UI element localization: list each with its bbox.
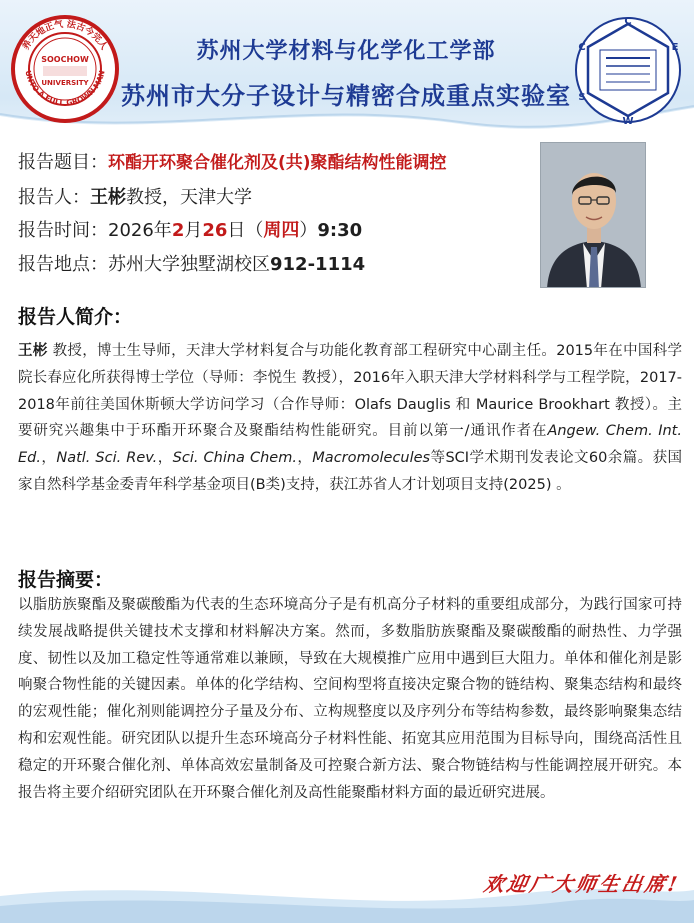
- time-day-suffix: 日（: [227, 220, 264, 241]
- bio-paragraph: [18, 338, 682, 499]
- time-label: 报告时间：: [18, 220, 108, 241]
- college-chemistry-materials-logo-icon: [572, 14, 684, 126]
- logo-letter-top: C: [624, 16, 632, 27]
- welcome-slogan: 欢迎广大师生出席!: [481, 872, 682, 896]
- bio-text-1: 教授，博士生导师，天津大学材料复合与功能化教育部工程研究中心副主任。2015年在中国科学院长春应化所获得博士学位（导师：李悦生 教授），2016年入职天津大学材料科学与工程学院，2017-2018年前往美国休斯顿大学访问学习（合作导师：Olafs Dauglis 和 Maurice Brookhart 教授）。主要研究兴趣集中于环酯开环聚合及聚酯结构性能研究。目前以第一/通讯作者在: [18, 343, 683, 440]
- speaker-row: [18, 183, 252, 209]
- time-year: 2026年: [108, 220, 172, 241]
- time-month-suffix: 月: [184, 220, 203, 241]
- logo-letter-bottom: W: [622, 116, 634, 126]
- time-paren-close: ）: [299, 220, 318, 241]
- report-title-value: 环酯开环聚合催化剂及(共)聚酯结构性能调控: [108, 153, 447, 173]
- abstract-paragraph: 以脂肪族聚酯及聚碳酸酯为代表的生态环境高分子是有机高分子材料的重要组成部分，为践行国家可持续发展战略提供关键技术支撑和材料解决方案。然而，多数脂肪族聚酯及聚碳酸酯的耐热性、力学强度、韧性以及加工稳定性等通常难以兼顾，导致在大规模推广应用中遇到巨大阻力。单体和催化剂是影响聚合物性能的关键因素。单体的化学结构、空间构型将直接决定聚合物的链结构、聚集态结构和最终的宏观性能；催化剂则能调控分子量及分布、立构规整度以及序列分布等结构参数，最终影响聚集态结构和宏观性能。研究团队以提升生态环境高分子材料性能、拓宽其应用范围为目标导向，围绕高活性且稳定的开环聚合催化剂、单体高效宏量制备及可控聚合新方法、聚合物链结构与性能调控展开研究。本报告将主要介绍研究团队在开环聚合催化剂及高性能聚酯材料方面的最近研究进展。: [18, 597, 682, 801]
- bio-sep-1: ，: [40, 450, 57, 467]
- logo-letter-left: C: [578, 42, 586, 53]
- speaker-name: 王彬: [90, 187, 126, 208]
- speaker-portrait-icon: [540, 142, 646, 288]
- report-title-row: [18, 148, 447, 174]
- bio-journal-2: Natl. Sci. Rev.: [56, 450, 158, 467]
- time-weekday: 周四: [263, 220, 300, 241]
- svg-text:UNIVERSITY: UNIVERSITY: [41, 79, 89, 87]
- speaker-label: 报告人：: [18, 187, 90, 208]
- place-label: 报告地点：: [18, 254, 108, 275]
- bio-journal-4: Macromolecules: [312, 450, 431, 467]
- time-clock: 9:30: [317, 220, 363, 241]
- svg-text:SOOCHOW: SOOCHOW: [41, 55, 89, 64]
- bio-heading: 报告人简介：: [18, 306, 133, 328]
- report-title-label: 报告题目：: [18, 152, 108, 173]
- bio-sep-3: ，: [296, 450, 313, 467]
- place-row: [18, 250, 365, 276]
- logo-letter-lower-left: S: [578, 92, 586, 103]
- logo-letter-right: E: [671, 42, 679, 53]
- time-day: 26: [202, 220, 228, 241]
- time-row: [18, 216, 362, 242]
- seal-top-text: 养天地正气 法古今完人: [21, 19, 109, 52]
- speaker-affiliation: 教授，天津大学: [126, 187, 252, 208]
- bio-journal-3: Sci. China Chem.: [172, 450, 297, 467]
- abstract-heading: 报告摘要：: [18, 569, 114, 591]
- bio-sep-2: ，: [157, 450, 173, 467]
- place-room: 912-1114: [270, 254, 366, 275]
- bio-text-2: 等SCI学术期刊发表论文60余篇。获国家自然科学基金委青年科学基金项目(B类)支持，获江苏省人才计划项目支持(2025) 。: [18, 450, 683, 493]
- bio-name: 王彬: [18, 343, 48, 359]
- bio-journal-1: Angew. Chem. Int. Ed.: [18, 423, 682, 467]
- place-campus: 苏州大学独墅湖校区: [108, 254, 270, 275]
- time-month: 2: [171, 220, 185, 241]
- seal-bottom-text: UNTO A FULL GROWN MAN: [23, 69, 107, 108]
- header-title-line2: 苏州市大分子设计与精密合成重点实验室: [121, 82, 571, 110]
- header-title-line1: 苏州大学材料与化学化工学部: [196, 39, 496, 64]
- soochow-university-seal-icon: [10, 14, 120, 124]
